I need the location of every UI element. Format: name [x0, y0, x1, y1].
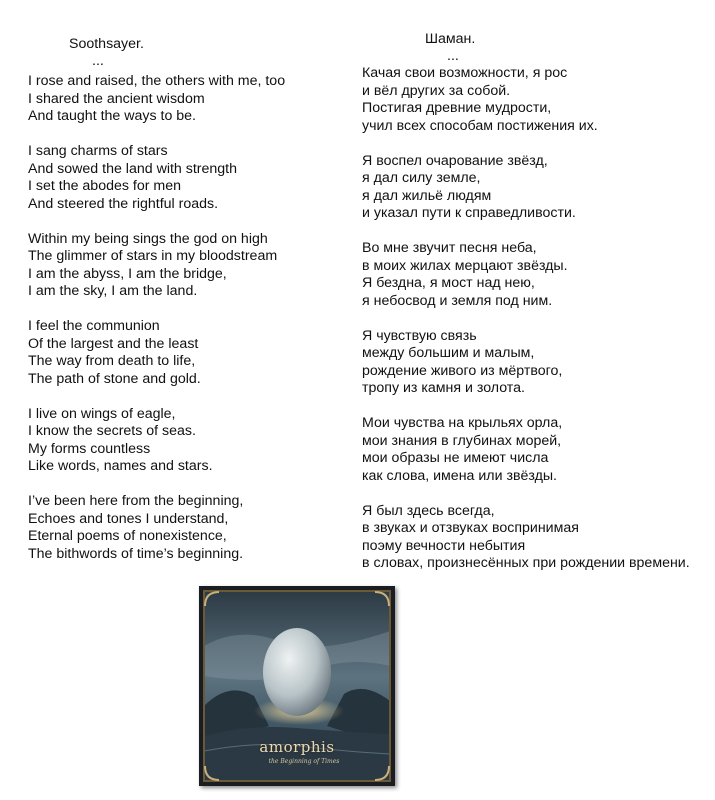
poem-line: Постигая древние мудрости,: [362, 100, 552, 116]
poem-line: Мои чувства на крыльях орла,: [362, 415, 563, 431]
poem-line: Во мне звучит песня неба,: [362, 240, 537, 256]
poem-line: I shared the ancient wisdom: [28, 90, 205, 107]
poem-ellipsis: ...: [447, 48, 459, 64]
poem-line: I know the secrets of seas.: [28, 423, 196, 439]
poem-line: Eternal poems of nonexistence,: [28, 528, 227, 544]
poem-line: The glimmer of stars in my bloodstream: [28, 248, 278, 264]
stanza: [28, 318, 285, 388]
band-logo: amorphis: [259, 738, 335, 756]
poem-line: And sowed the land with strength: [28, 160, 238, 177]
poem-line: Качая свои возможности, я рос: [362, 65, 568, 81]
poem-line: Of the largest and the least: [28, 335, 199, 352]
stanza: [362, 503, 690, 573]
poem-line: I am the sky, I am the land.: [28, 283, 198, 299]
poem-line: I sang charms of stars: [28, 143, 168, 159]
poem-line: я дал жильё людям: [362, 187, 492, 204]
poem-line: The way from death to life,: [28, 353, 196, 369]
stanza: [28, 231, 285, 301]
poem-line: I rose and raised, the others with me, too: [28, 73, 286, 89]
poem-line: между большим и малым,: [362, 345, 535, 361]
poem-line: Like words, names and stars.: [28, 458, 213, 474]
poem-line: тропу из камня и золота.: [362, 380, 525, 396]
poem-line: я дал силу земле,: [362, 170, 481, 186]
poem-line: Я бездна, я мост над нею,: [362, 275, 535, 291]
poem-line: как слова, имена или звёзды.: [362, 467, 557, 484]
poem-line: Echoes and tones I understand,: [28, 510, 229, 527]
stanza: [28, 406, 285, 476]
egg-shape: [263, 628, 331, 716]
poem-line: и вёл других за собой.: [362, 82, 511, 99]
poem-stanzas: [28, 73, 285, 581]
poem-line: And steered the rightful roads.: [28, 195, 219, 212]
poem-title: Soothsayer.: [69, 36, 144, 52]
stanza: [28, 73, 285, 126]
stanza: [362, 415, 690, 485]
album-cover: [199, 586, 395, 786]
poem-line: The path of stone and gold.: [28, 370, 201, 387]
poem-line: Я воспел очарование звёзд,: [362, 152, 548, 169]
stanza: [362, 240, 690, 310]
poem-line: Я был здесь всегда,: [362, 502, 495, 519]
stanza: [362, 65, 690, 135]
poem-line: в словах, произнесённых при рождении времени.: [362, 555, 690, 571]
poem-stanzas: [362, 65, 690, 590]
poem-line: My forms countless: [28, 440, 151, 457]
album-subtitle: the Beginning of Times: [268, 758, 340, 765]
poem-line: рождение живого из мёртвого,: [362, 362, 563, 379]
poem-line: Я чувствую связь: [362, 327, 477, 344]
poem-line: I feel the communion: [28, 318, 160, 334]
stanza: [28, 493, 285, 563]
poem-line: мои знания в глубинах морей,: [362, 432, 562, 449]
stanza: [28, 143, 285, 213]
stanza: [362, 153, 690, 223]
poem-line: поэму вечности небытия: [362, 537, 526, 554]
album-artwork: [199, 586, 395, 786]
poem-line: мои образы не имеют числа: [362, 450, 549, 466]
poem-line: I set the abodes for men: [28, 178, 182, 194]
poem-line: I live on wings of eagle,: [28, 405, 176, 422]
poem-line: в моих жилах мерцают звёзды.: [362, 257, 568, 274]
poem-ellipsis: ...: [92, 53, 104, 69]
poem-line: в звуках и отзвуках воспринимая: [362, 520, 579, 536]
poem-line: I’ve been here from the beginning,: [28, 493, 244, 509]
poem-line: я небосвод и земля под ним.: [362, 292, 553, 309]
poem-line: Within my being sings the god on high: [28, 230, 268, 247]
poem-line: учил всех способам постижения их.: [362, 117, 598, 134]
poem-title: Шаман.: [425, 31, 476, 47]
stanza: [362, 328, 690, 398]
poem-line: и указал пути к справедливости.: [362, 205, 576, 221]
poem-line: I am the abyss, I am the bridge,: [28, 265, 227, 282]
poem-line: The bithwords of time’s beginning.: [28, 545, 244, 562]
poem-line: And taught the ways to be.: [28, 108, 196, 124]
